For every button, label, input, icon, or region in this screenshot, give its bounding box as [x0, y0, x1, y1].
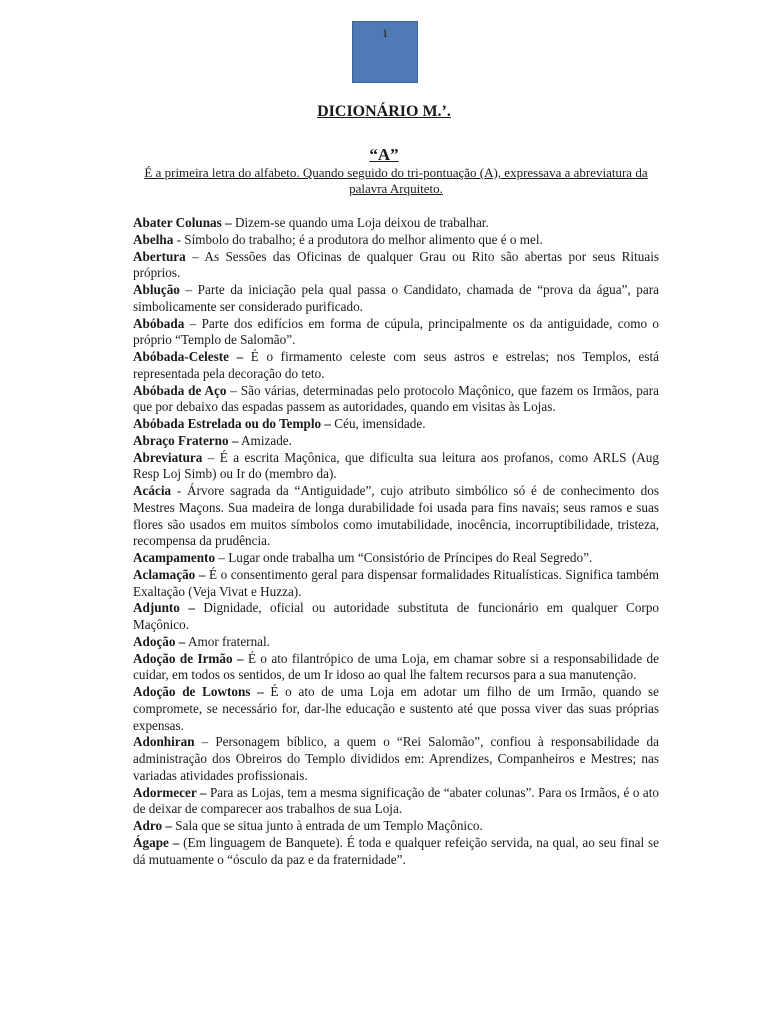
entry-term: Abreviatura [133, 449, 203, 465]
entry-term: Acácia [133, 483, 172, 498]
document-title: DICIONÁRIO M.’. [317, 103, 451, 120]
dictionary-entry [133, 835, 659, 869]
entry-definition: É o firmamento celeste com seus astros e estrelas; nos Templos, está representada pela decoração do teto. [133, 349, 659, 381]
entry-term: Abóbada de Aço [133, 382, 227, 398]
entry-term: Abater Colunas – [133, 215, 232, 230]
entry-definition: Céu, imensidade. [331, 416, 426, 431]
dictionary-entry [133, 684, 659, 734]
entry-term: Ágape – [133, 834, 180, 850]
dictionary-entry [133, 416, 659, 433]
entry-term: Adormecer – [133, 784, 207, 800]
entry-term: Abóbada-Celeste – [133, 349, 244, 364]
entry-definition: Amizade. [238, 432, 292, 448]
dictionary-entry [133, 634, 659, 651]
entry-term: Abertura [133, 248, 186, 264]
dictionary-entry [133, 249, 659, 283]
entry-definition: – Lugar onde trabalha um “Consistório de Príncipes do Real Segredo”. [215, 550, 593, 565]
dictionary-entry [133, 316, 659, 350]
entry-definition: Amor fraternal. [185, 633, 270, 649]
dictionary-entry [133, 215, 659, 232]
dictionary-entry [133, 785, 659, 819]
dictionary-entry [133, 550, 659, 567]
dictionary-entry [133, 383, 659, 417]
entry-definition: - Árvore sagrada da “Antiguidade”, cujo atributo simbólico só é de conhecimento dos Mestres Maçons. Sua madeira de longa durabilidade foi usada para fins navais; seus ramos e suas flores são usados em muitos símbolos como imutabilidade, inocência, incorruptibilidade, tristeza, recompensa da prudência. [133, 483, 659, 549]
entry-term: Abóbada [133, 315, 185, 331]
section-letter: “A” [369, 145, 399, 164]
dictionary-entry [133, 433, 659, 450]
entry-definition: Dignidade, oficial ou autoridade substituta de funcionário em qualquer Corpo Maçônico. [133, 600, 660, 632]
entry-definition: – É a escrita Maçônica, que dificulta sua leitura aos profanos, como ARLS (Aug Resp Loj Simb) ou Ir do (membro da). [133, 449, 659, 482]
entry-term: Aclamação – [133, 566, 206, 582]
entry-term: Adoção de Irmão – [133, 650, 244, 666]
page-number-box [352, 21, 418, 83]
entry-definition: – São várias, determinadas pelo protocolo Maçônico, que fazem os Irmãos, para que por debaixo das espadas passem as autoridades, quando em visitas às Lojas. [133, 382, 659, 415]
dictionary-entry [133, 567, 659, 601]
page-number: 1 [382, 26, 388, 40]
entry-term: Abelha [133, 231, 174, 247]
entry-term: Abraço Fraterno – [133, 432, 239, 448]
entry-definition: – Parte dos edifícios em forma de cúpula, principalmente os da antiguidade, como o próprio “Templo de Salomão”. [133, 315, 659, 348]
dictionary-entry [133, 232, 659, 249]
dictionary-entry [133, 651, 659, 685]
section-intro: É a primeira letra do alfabeto. Quando seguido do tri-pontuação (A), expressava a abreviatura da palavra Arquiteto. [144, 165, 648, 196]
entry-term: Abóbada Estrelada ou do Templo – [133, 416, 331, 431]
entry-term: Adonhiran [133, 734, 195, 750]
dictionary-entry [133, 450, 659, 484]
dictionary-entry [133, 600, 659, 634]
entry-term: Acampamento [133, 550, 216, 565]
entry-term: Adoção – [133, 633, 186, 649]
entry-term: Adro – [133, 818, 172, 833]
entry-definition: É o consentimento geral para dispensar formalidades Ritualísticas. Significa também Exaltação (Veja Vivat e Huzza). [133, 566, 659, 599]
entry-definition: Dizem-se quando uma Loja deixou de trabalhar. [231, 215, 489, 230]
entry-definition: É o ato filantrópico de uma Loja, em chamar sobre si a responsabilidade de cuidar, em todos os sentidos, de um Ir idoso ao qual lhe faltem recursos para a sua manutenção. [133, 650, 659, 683]
dictionary-entry [133, 483, 659, 550]
dictionary-entry [133, 818, 659, 835]
entry-term: Ablução [133, 282, 180, 297]
entry-term: Adoção de Lowtons – [133, 684, 264, 699]
entry-definition: (Em linguagem de Banquete). É toda e qualquer refeição servida, na qual, ao seu final se dá mutuamente o “ósculo da paz e da fraternidade”. [133, 834, 659, 867]
entry-definition: É o ato de uma Loja em adotar um filho de um Irmão, quando se compromete, se necessário for, dar-lhe educação e sustento até que possa viver das suas próprias expensas. [133, 684, 659, 733]
dictionary-entry [133, 349, 659, 383]
entry-definition: Para as Lojas, tem a mesma significação de “abater colunas”. Para os Irmãos, é o ato de deixar de comparecer aos trabalhos de sua Loja. [133, 784, 660, 817]
entry-definition: – As Sessões das Oficinas de qualquer Grau ou Rito são abertas por seus Rituais próprios. [133, 248, 659, 281]
entry-term: Adjunto – [133, 600, 195, 616]
dictionary-entries [133, 215, 659, 868]
entry-definition: Sala que se situa junto à entrada de um Templo Maçônico. [171, 818, 483, 833]
dictionary-entry [133, 734, 659, 784]
entry-definition: – Parte da iniciação pela qual passa o Candidato, chamada de “prova da água”, para simbolicamente ser considerado purificado. [133, 282, 659, 314]
entry-definition: - Símbolo do trabalho; é a produtora do melhor alimento que é o mel. [173, 231, 543, 247]
dictionary-entry [133, 282, 659, 316]
entry-definition: – Personagem bíblico, a quem o “Rei Salomão”, confiou à responsabilidade da administração dos Obreiros do Templo divididos em: Aprendizes, Companheiros e Mestres; nas variadas atividades profissionais. [133, 734, 659, 783]
